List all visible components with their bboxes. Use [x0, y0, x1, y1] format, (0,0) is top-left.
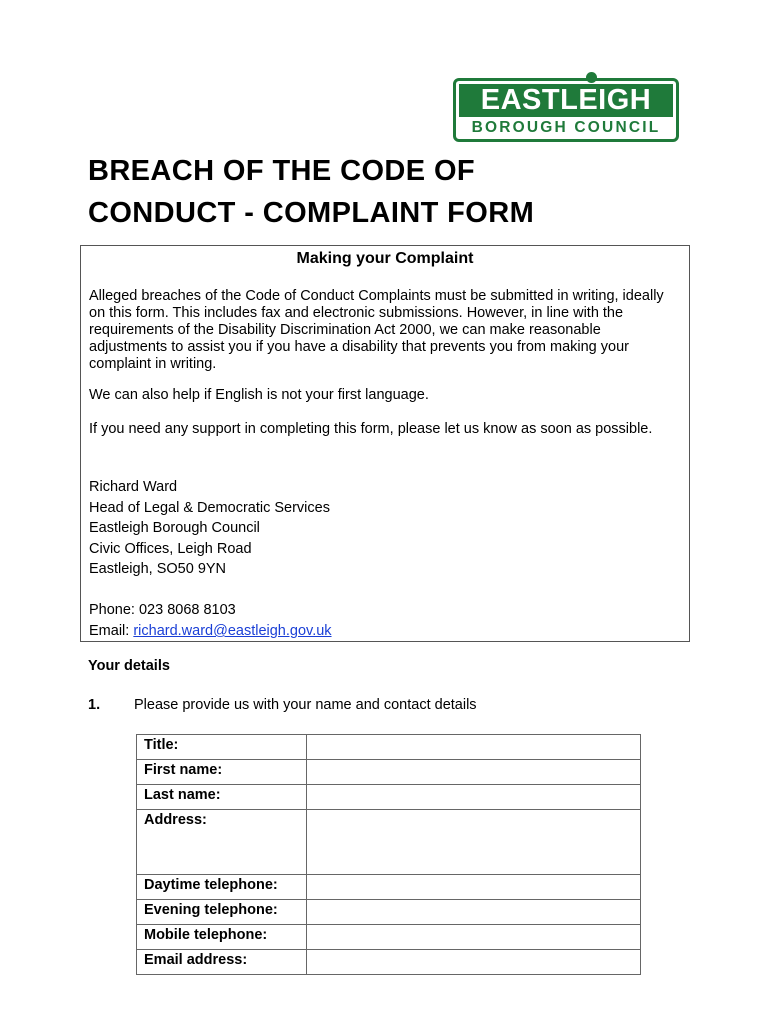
field-label-title: Title:: [137, 735, 307, 760]
field-label-last-name: Last name:: [137, 785, 307, 810]
question-text: Please provide us with your name and contact details: [134, 697, 477, 713]
table-row: [137, 760, 641, 785]
table-row: [137, 810, 641, 875]
title-line-1: BREACH OF THE CODE OF: [88, 155, 476, 187]
field-label-daytime-telephone: Daytime telephone:: [137, 875, 307, 900]
field-label-first-name: First name:: [137, 760, 307, 785]
section-title: Your details: [88, 658, 170, 674]
contact-org: Eastleigh Borough Council: [89, 520, 260, 536]
page-title: [88, 150, 688, 234]
contact-email-row: [89, 621, 332, 641]
field-input-daytime-telephone[interactable]: [307, 875, 641, 900]
field-input-address[interactable]: [307, 810, 641, 875]
intro-heading: Making your Complaint: [296, 250, 474, 267]
table-row: [137, 735, 641, 760]
title-line-2: CONDUCT - COMPLAINT FORM: [88, 197, 535, 229]
contact-role: Head of Legal & Democratic Services: [89, 500, 330, 516]
table-row: [137, 900, 641, 925]
field-label-mobile-telephone: Mobile telephone:: [137, 925, 307, 950]
table-row: [137, 925, 641, 950]
contact-name: Richard Ward: [89, 479, 178, 495]
contact-street: Civic Offices, Leigh Road: [89, 541, 252, 557]
logo-subtitle: BOROUGH COUNCIL: [471, 119, 661, 136]
field-label-address: Address:: [137, 810, 307, 875]
field-label-evening-telephone: Evening telephone:: [137, 900, 307, 925]
intro-paragraph-3: If you need any support in completing this form, please let us know as soon as possible.: [89, 421, 653, 437]
contact-phone: Phone: 023 8068 8103: [89, 602, 236, 618]
logo-name: EASTLEIGH: [459, 84, 673, 117]
contact-email-link[interactable]: richard.ward@eastleigh.gov.uk: [133, 623, 332, 639]
table-row: [137, 785, 641, 810]
field-input-last-name[interactable]: [307, 785, 641, 810]
field-input-evening-telephone[interactable]: [307, 900, 641, 925]
contact-city: Eastleigh, SO50 9YN: [89, 561, 227, 577]
intro-box: [80, 245, 690, 642]
intro-paragraph-2: We can also help if English is not your first language.: [89, 387, 429, 403]
council-logo: [453, 78, 679, 142]
logo-dot: [586, 72, 597, 83]
contact-email-label: Email:: [89, 623, 130, 639]
field-input-first-name[interactable]: [307, 760, 641, 785]
field-input-mobile-telephone[interactable]: [307, 925, 641, 950]
field-label-email-address: Email address:: [137, 950, 307, 975]
table-row: [137, 950, 641, 975]
field-input-title[interactable]: [307, 735, 641, 760]
field-input-email-address[interactable]: [307, 950, 641, 975]
details-table: [136, 734, 641, 975]
intro-paragraph-1: Alleged breaches of the Code of Conduct Complaints must be submitted in writing, ideally on this form. This includes fax and electronic submissions. However, in line with the requirements of the Disability Discrimination Act 2000, we can make reasonable adjustments to assist you if you have a disability that prevents you from making your complaint in writing.: [89, 288, 664, 372]
question-number: 1.: [88, 697, 101, 713]
table-row: [137, 875, 641, 900]
